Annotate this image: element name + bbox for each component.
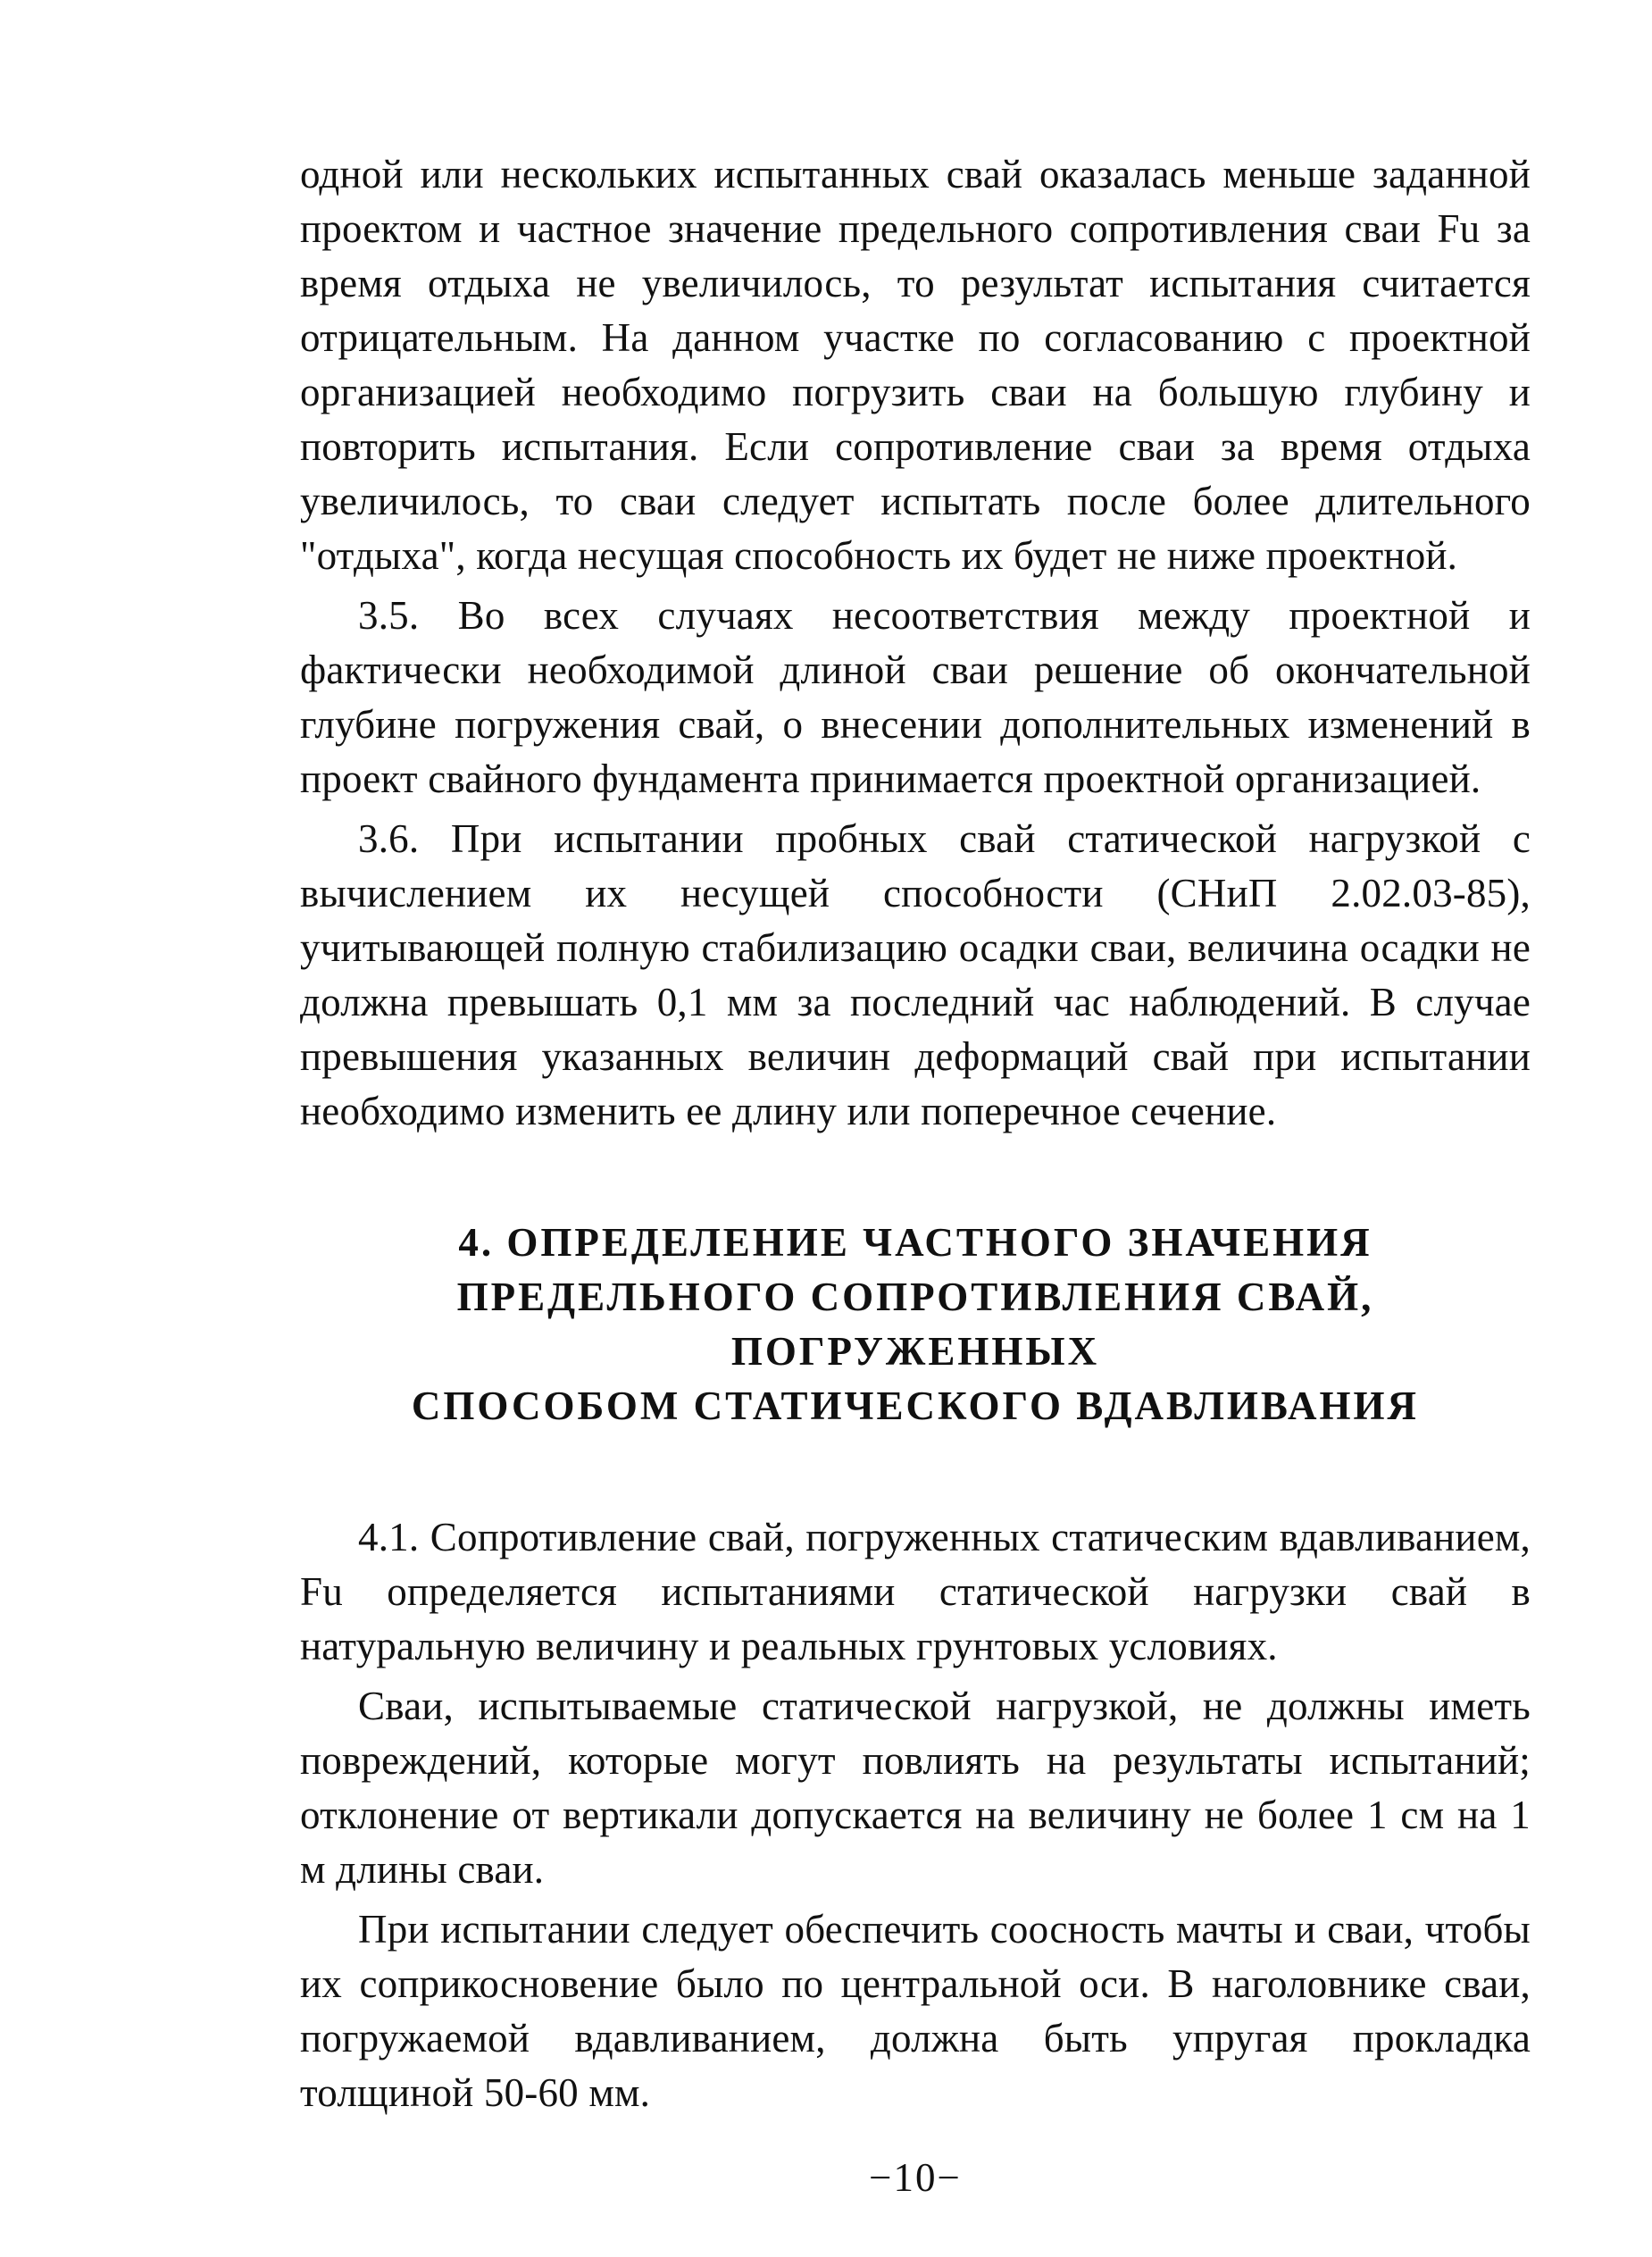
section-heading-line-1: 4. ОПРЕДЕЛЕНИЕ ЧАСТНОГО ЗНАЧЕНИЯ bbox=[458, 1220, 1372, 1265]
page-number: −10− bbox=[869, 2155, 962, 2200]
paragraph-damage: Сваи, испытываемые статической нагрузкой, не должны иметь повреждений, которые могут повлиять на результаты испытаний; отклонение от вертикали допускается на величину не более 1 см на 1 м длины сваи. bbox=[300, 1684, 1531, 1892]
paragraph-3-6: 3.6. При испытании пробных свай статической нагрузкой с вычислением их несущей способности (СНиП 2.02.03-85), учитывающей полную стабилизацию осадки сваи, величина осадки не должна превышать 0,1 мм за последний час наблюдений. В случае превышения указанных величин деформаций свай при испытании необходимо изменить ее длину или поперечное сечение. bbox=[300, 816, 1531, 1133]
paragraph-continuation: одной или нескольких испытанных свай оказалась меньше заданной проектом и частное значение предельного сопротивления сваи Fu за время отдыха не увеличилось, то результат испытания считается отрицательным. На данном участке по согласованию с проектной организацией необходимо погрузить сваи на большую глубину и повторить испытания. Если сопротивление сваи за время отдыха увеличилось, то сваи следует испытать после более длительного "отдыха", когда несущая способность их будет не ниже проектной. bbox=[300, 152, 1531, 578]
section-heading-line-2: ПРЕДЕЛЬНОГО СОПРОТИВЛЕНИЯ СВАЙ, ПОГРУЖЕННЫХ bbox=[456, 1275, 1374, 1374]
section-heading bbox=[300, 1216, 1531, 1434]
section-heading-line-3: СПОСОБОМ СТАТИЧЕСКОГО ВДАВЛИВАНИЯ bbox=[411, 1383, 1420, 1428]
paragraph-alignment: При испытании следует обеспечить соосность мачты и сваи, чтобы их соприкосновение было по центральной оси. В наголовнике сваи, погружаемой вдавливанием, должна быть упругая прокладка толщиной 50-60 мм. bbox=[300, 1907, 1531, 2115]
paragraph-3-5: 3.5. Во всех случаях несоответствия между проектной и фактически необходимой длиной сваи решение об окончательной глубине погружения свай, о внесении дополнительных изменений в проект свайного фундамента принимается проектной организацией. bbox=[300, 593, 1531, 801]
paragraph-4-1: 4.1. Сопротивление свай, погруженных статическим вдавливанием, Fu определяется испытаниями статической нагрузки свай в натуральную величину и реальных грунтовых условиях. bbox=[300, 1515, 1531, 1668]
document-page bbox=[300, 147, 1531, 2201]
